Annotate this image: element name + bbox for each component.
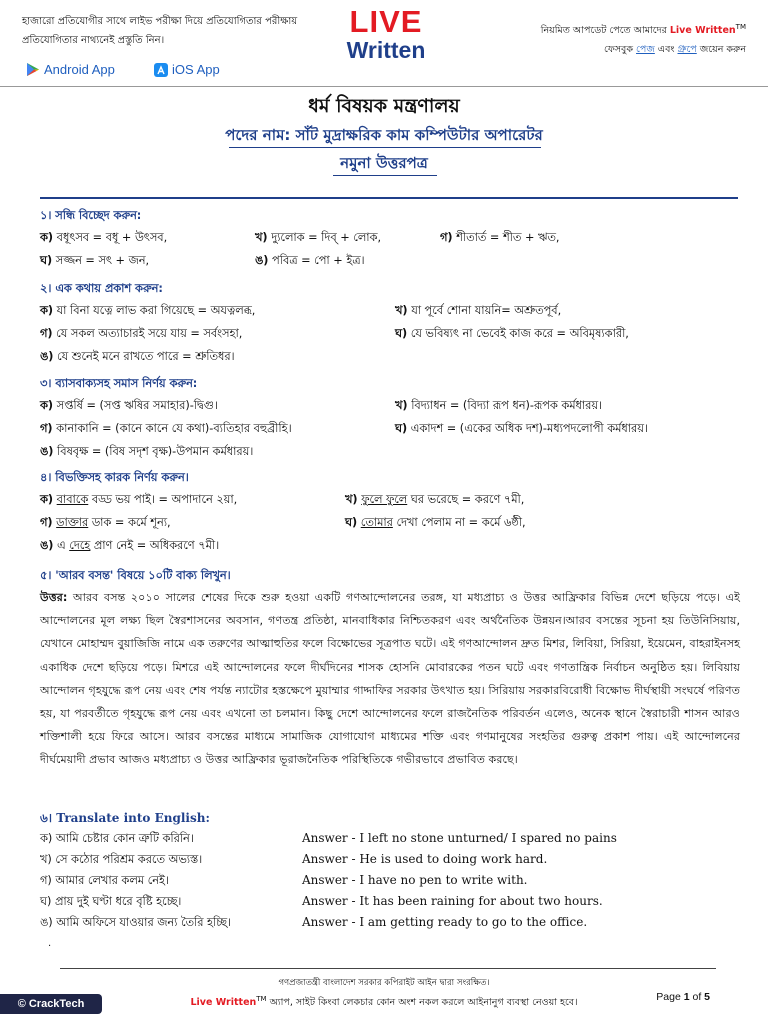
tagline-line-1: হাজারো প্রতিযোগীর সাথে লাইভ পরীক্ষা দিয়ে প্রতিযোগিতার পরীক্ষায়	[22, 16, 298, 27]
question-4	[40, 468, 740, 557]
question-4-row-3	[40, 534, 740, 557]
list-item	[395, 394, 602, 417]
facebook-group-link[interactable]: গ্রুপে	[677, 44, 697, 56]
app-store-icon	[154, 63, 168, 77]
english-answer: Answer - He is used to doing work hard.	[302, 852, 548, 866]
underlined-word: দেহে	[69, 539, 91, 552]
ministry-title: ধর্ম বিষয়ক মন্ত্রণালয়	[308, 95, 460, 117]
question-3-row-1	[40, 394, 740, 417]
item-text: কানাকানি = (কানে কানে যে কথা)-ব্যতিহার বহুব্রীহি।	[56, 422, 292, 435]
live-written-logo	[336, 6, 436, 62]
underlined-word: ডাক্তার	[56, 516, 89, 529]
item-label: গ)	[40, 516, 53, 529]
question-3-row-3	[40, 440, 740, 463]
item-text: দেখা পেলাম না = কর্মে ৬ষ্ঠী,	[392, 516, 526, 529]
item-text: পবিত্র = পো + ইত্র।	[272, 254, 365, 267]
stray-dot: .	[48, 938, 52, 949]
answer-label: উত্তর:	[40, 591, 68, 604]
item-text: বিদ্যাধন = (বিদ্যা রূপ ধন)-রূপক কর্মধারয়।	[411, 399, 603, 412]
translation-row	[40, 849, 740, 870]
item-text: যে শুনেই মনে রাখতে পারে = শ্রুতিধর।	[57, 350, 235, 363]
item-text: ঘর ভরেছে = করণে ৭মী,	[407, 493, 525, 506]
item-label: খ)	[255, 231, 268, 244]
question-1-row-1	[40, 226, 740, 249]
copyright-notice: গণপ্রজাতন্ত্রী বাংলাদেশ সরকার কপিরাইট আইন দ্বারা সংরক্ষিত।	[278, 978, 490, 988]
question-2-title: ২। এক কথায় প্রকাশ করুন:	[40, 282, 163, 295]
copy-warning	[0, 995, 768, 1011]
list-item	[255, 249, 365, 272]
translation-row	[40, 891, 740, 912]
list-item	[40, 511, 345, 534]
question-6-title: ৬। Translate into English:	[40, 811, 210, 825]
item-text: সজ্জন = সৎ + জন,	[55, 254, 150, 267]
item-text: বিষবৃক্ষ = (বিষ সদৃশ বৃক্ষ)-উপমান কর্মধারয়।	[57, 445, 254, 458]
question-2-row-3	[40, 345, 740, 368]
list-item	[345, 511, 526, 534]
item-label: গ)	[40, 422, 53, 435]
brand-name: Live Written	[669, 25, 736, 37]
question-3-row-2	[40, 417, 740, 440]
question-2-row-2	[40, 322, 740, 345]
item-text: যা পূর্বে শোনা যায়নি= অশ্রুতপূর্ব,	[411, 304, 562, 317]
item-label: গ)	[440, 231, 453, 244]
google-play-icon	[26, 62, 40, 77]
item-prefix: এ	[57, 539, 70, 552]
bengali-sentence: ঘ) প্রায় দুই ঘণ্টা ধরে বৃষ্টি হচ্ছে।	[40, 895, 182, 908]
logo-written-text: Written	[346, 37, 426, 63]
page-indicator	[656, 991, 710, 1003]
item-text: যে সকল অত্যাচারই সয়ে যায় = সর্বংসহা,	[56, 327, 243, 340]
item-label: ঘ)	[395, 422, 408, 435]
english-answer: Answer - I am getting ready to go to the office.	[302, 915, 588, 929]
question-1-title: ১। সন্ধি বিচ্ছেদ করুন:	[40, 209, 142, 222]
question-4-title: ৪। বিভক্তিসহ কারক নির্ণয় করুন।	[40, 471, 189, 484]
list-item	[40, 440, 253, 463]
english-answer: Answer - It has been raining for about two hours.	[302, 894, 603, 908]
list-item	[345, 488, 524, 511]
item-text: দ্যুলোক = দিব্‌ + লোক,	[271, 231, 382, 244]
post-title-underline	[229, 147, 541, 148]
bengali-sentence: ঙ) আমি অফিসে যাওয়ার জন্য তৈরি হচ্ছি।	[40, 916, 231, 929]
follow-prefix: নিয়মিত আপডেট পেতে আমাদের	[540, 25, 667, 37]
ios-app-link[interactable]	[154, 62, 220, 77]
item-text: শীতার্ত = শীত + ঋত,	[456, 231, 560, 244]
footer-trademark: TM	[256, 995, 267, 1003]
translation-row	[40, 912, 740, 933]
header-follow-notice	[456, 18, 746, 59]
page-number: 1	[683, 991, 690, 1003]
item-label: খ)	[395, 304, 408, 317]
title-divider	[40, 197, 738, 199]
item-label: ঙ)	[40, 350, 54, 363]
question-2-row-1	[40, 299, 740, 322]
item-label: ঘ)	[40, 254, 53, 267]
sample-answer-title: নমুনা উত্তরপত্র	[340, 154, 428, 172]
android-app-label: Android App	[44, 62, 115, 77]
header-divider	[0, 86, 768, 87]
item-label: ঙ)	[40, 445, 54, 458]
join-text: জয়েন করুন	[699, 44, 746, 56]
question-4-row-2	[40, 511, 740, 534]
facebook-page-link[interactable]: পেজ	[636, 44, 655, 56]
item-text: বধূৎসব = বধূ + উৎসব,	[56, 231, 168, 244]
footer-warning-text: অ্যাপ, সাইট কিংবা লেকচার কোন অংশ নকল করলে আইনানুগ ব্যবস্থা নেওয়া হবে।	[266, 997, 578, 1009]
bengali-sentence: খ) সে কঠোর পরিশ্রম করতে অভ্যস্ত।	[40, 853, 203, 866]
list-item	[40, 226, 255, 249]
translation-row	[40, 870, 740, 891]
list-item	[40, 322, 395, 345]
list-item	[395, 322, 629, 345]
facebook-text: ফেসবুক	[603, 44, 633, 56]
list-item	[40, 394, 395, 417]
list-item	[255, 226, 440, 249]
question-3	[40, 374, 740, 463]
list-item	[40, 534, 219, 557]
item-label: ক)	[40, 231, 54, 244]
item-label: ক)	[40, 493, 54, 506]
question-5-title: ৫। 'আরব বসন্ত' বিষয়ে ১০টি বাক্য লিখুন।	[40, 569, 231, 582]
list-item	[40, 249, 255, 272]
list-item	[40, 417, 395, 440]
question-6	[40, 808, 740, 933]
bengali-sentence: গ) আমার লেখার কলম নেই।	[40, 874, 169, 887]
item-label: ঙ)	[40, 539, 54, 552]
android-app-link[interactable]	[26, 62, 115, 77]
ios-app-label: iOS App	[172, 62, 220, 77]
underlined-word: ফুলে ফুলে	[361, 493, 408, 506]
translation-row	[40, 828, 740, 849]
sample-title-underline	[333, 175, 437, 176]
header-tagline	[22, 12, 352, 50]
page-of: of	[689, 991, 705, 1003]
footer-brand: Live Written	[190, 997, 257, 1009]
item-label: খ)	[345, 493, 358, 506]
item-label: ঘ)	[395, 327, 408, 340]
item-label: খ)	[395, 399, 408, 412]
english-answer: Answer - I left no stone unturned/ I spared no pains	[302, 831, 617, 845]
question-3-title: ৩। ব্যাসবাক্যসহ সমাস নির্ণয় করুন:	[40, 377, 198, 390]
question-1-row-2	[40, 249, 740, 272]
item-label: ঙ)	[255, 254, 269, 267]
follow-line-2	[456, 40, 746, 59]
list-item	[395, 417, 648, 440]
item-label: ক)	[40, 399, 54, 412]
list-item	[40, 299, 395, 322]
list-item	[440, 226, 559, 249]
item-text: যা বিনা যত্নে লাভ করা গিয়েছে = অযত্নলব্ধ,	[56, 304, 256, 317]
item-text: একাদশ = (একের অধিক দশ)-মধ্যপদলোপী কর্মধারয়।	[410, 422, 648, 435]
underlined-word: বাবাকে	[56, 493, 89, 506]
logo-live-text: LIVE	[349, 4, 423, 39]
and-text: এবং	[657, 44, 675, 56]
list-item	[40, 345, 235, 368]
cracktech-watermark: © CrackTech	[0, 994, 102, 1014]
question-1	[40, 206, 740, 272]
underlined-word: তোমার	[360, 516, 393, 529]
question-5-answer	[40, 586, 740, 772]
post-title: পদের নাম: সাঁট মুদ্রাক্ষরিক কাম কম্পিউটার অপারেটর	[225, 126, 543, 144]
list-item	[395, 299, 561, 322]
page-prefix: Page	[656, 991, 684, 1003]
english-answer: Answer - I have no pen to write with.	[302, 873, 528, 887]
item-label: ঘ)	[345, 516, 358, 529]
footer-divider	[60, 968, 716, 969]
question-2	[40, 279, 740, 368]
item-text: সপ্তর্ষি = (সপ্ত ঋষির সমাহার)-দ্বিগু।	[56, 399, 218, 412]
item-text: যে ভবিষ্যৎ না ভেবেই কাজ করে = অবিমৃষ্যকারী,	[410, 327, 629, 340]
item-text: ডাক = কর্মে শূন্য,	[88, 516, 171, 529]
item-text: বড্ড ভয় পাই। = অপাদানে ২য়া,	[88, 493, 238, 506]
item-text: প্রাণ নেই = অধিকরণে ৭মী।	[90, 539, 220, 552]
bengali-sentence: ক) আমি চেষ্টার কোন ত্রুটি করিনি।	[40, 832, 194, 845]
question-5	[40, 566, 740, 772]
answer-paragraph: আরব বসন্ত ২০১০ সালের শেষের দিকে শুরু হওয়া একটি গণআন্দোলনের তরঙ্গ, যা মধ্যপ্রাচ্য ও উত্তর আফ্রিকার বিভিন্ন দেশে ছড়িয়ে পড়ে। এই আন্দোলনের মূল লক্ষ্য ছিল স্বৈরশাসনের অবসান, গণতন্ত্র প্রতিষ্ঠা, মানবাধিকার নিশ্চিতকরণ এবং অর্থনৈতিক উন্নয়ন।আরব বসন্তের সূচনা হয় তিউনিসিয়ায়, যেখানে মোহাম্মদ বুয়াজিজি নামে এক তরুণের আত্মাহুতির ফলে বিক্ষোভের সূত্রপাত ঘটে। এই গণআন্দোলন দ্রুত মিশর, লিবিয়া, সিরিয়া, ইয়েমেন, বাহরাইনসহ একাধিক দেশে ছড়িয়ে পড়ে। মিশরে এই আন্দোলনের ফলে দীর্ঘদিনের শাসক হোসনি মোবারকের পতন ঘটে এবং গণতান্ত্রিক নির্বাচন অনুষ্ঠিত হয়। লিবিয়ায় আন্দোলন গৃহযুদ্ধে রূপ নেয় এবং শেষ পর্যন্ত ন্যাটোর হস্তক্ষেপে মুয়াম্মার গাদ্দাফির সরকার উৎখাত হয়। সিরিয়ায় সরকারবিরোধী বিক্ষোভ দীর্ঘস্থায়ী সংঘর্ষে পরিণত হয়, যা পরবর্তীতে গৃহযুদ্ধে রূপ নেয় এবং এখনো তা চলমান। কিছু দেশে আন্দোলনের ফলে রাজনৈতিক পরিবর্তন এলেও, অনেক স্থানে স্বৈরাচারী শাসন আরও শক্তিশালী হয়ে ফিরে আসে। আরব বসন্তের মাধ্যমে সামাজিক যোগাযোগ মাধ্যমের শক্তি এবং গণমানুষের সংহতির গুরুত্ব প্রকাশ পায়। এই আন্দোলনের দীর্ঘমেয়াদী প্রভাব আজও মধ্যপ্রাচ্য ও উত্তর আফ্রিকার ভূরাজনৈতিক পরিস্থিতিকে গভীরভাবে প্রভাবিত করছে।	[40, 591, 740, 767]
follow-line-1	[456, 18, 746, 40]
trademark: TM	[735, 23, 746, 31]
item-label: ক)	[40, 304, 54, 317]
item-label: গ)	[40, 327, 53, 340]
question-4-row-1	[40, 488, 740, 511]
list-item	[40, 488, 345, 511]
page-total: 5	[704, 991, 710, 1003]
tagline-line-2: প্রতিযোগিতার নাথ্যনেই প্রস্তুতি নিন।	[22, 35, 165, 46]
